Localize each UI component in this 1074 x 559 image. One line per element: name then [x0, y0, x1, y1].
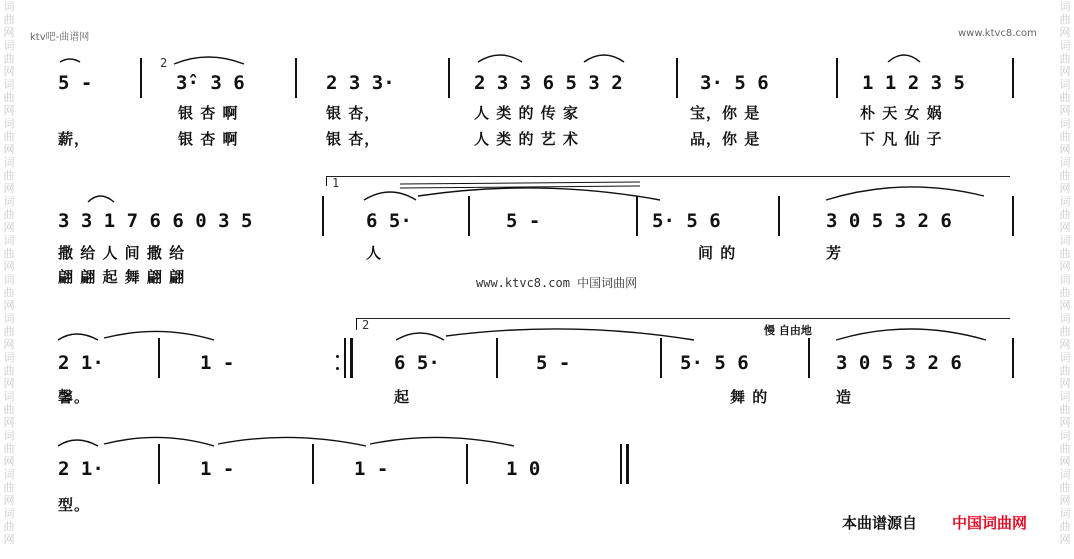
measure: 2 3 3 6 5 3 2: [474, 72, 623, 94]
lyric: 银 杏 啊: [178, 130, 239, 148]
side-watermark-char: 词: [3, 507, 15, 520]
lyric: 人 类 的 艺 术: [474, 130, 579, 148]
measure: 3 0 5 3 2 6: [826, 210, 952, 232]
side-watermark-char: 网: [3, 299, 15, 312]
lyric: 薪，: [58, 130, 91, 148]
side-watermark-char: 网: [1059, 533, 1071, 546]
side-watermark-char: 词: [1059, 234, 1071, 247]
lyric: 朴 天 女 娲: [860, 104, 943, 122]
side-watermark-char: 网: [1059, 221, 1071, 234]
site-label-right: www.ktvc8.com: [958, 28, 1037, 39]
side-watermark-char: 网: [3, 65, 15, 78]
side-watermark-char: 词: [1059, 390, 1071, 403]
side-watermark-char: 词: [1059, 468, 1071, 481]
lyric: 宝，你 是: [690, 104, 761, 122]
side-watermark-char: 词: [1059, 0, 1071, 13]
side-watermark-char: 网: [3, 377, 15, 390]
side-watermark-char: 词: [1059, 351, 1071, 364]
side-watermark-char: 曲: [1059, 325, 1071, 338]
measure: 5· 5 6: [680, 352, 749, 374]
side-watermark-char: 网: [1059, 455, 1071, 468]
side-watermark-char: 曲: [1059, 208, 1071, 221]
side-watermark-char: 网: [3, 338, 15, 351]
side-watermark-char: 曲: [1059, 247, 1071, 260]
measure: 6 5·: [394, 352, 440, 374]
side-watermark-char: 词: [3, 78, 15, 91]
lyric: 舞 的: [730, 388, 769, 406]
lyric: 撒 给 人 间 撒 给: [58, 244, 186, 262]
measure: 1 -: [354, 458, 389, 480]
side-watermark-char: 词: [3, 156, 15, 169]
side-watermark-char: 曲: [3, 286, 15, 299]
side-watermark-char: 网: [1059, 104, 1071, 117]
lyric: 银 杏 啊: [178, 104, 239, 122]
side-watermark-char: 网: [3, 221, 15, 234]
volta-number: 1: [332, 176, 340, 190]
side-watermark-char: 网: [3, 182, 15, 195]
measure: 1 1 2 3 5: [862, 72, 965, 94]
side-watermark-char: 曲: [3, 442, 15, 455]
side-watermark-char: 词: [1059, 195, 1071, 208]
measure: 3· 5 6: [700, 72, 769, 94]
side-watermark-char: 网: [3, 416, 15, 429]
side-watermark-char: 曲: [3, 247, 15, 260]
lyric: 造: [836, 388, 853, 406]
lyric: 下 凡 仙 子: [860, 130, 943, 148]
measure: 1 0: [506, 458, 541, 480]
side-watermark-char: 网: [3, 26, 15, 39]
measure: 3 0 5 3 2 6: [836, 352, 962, 374]
side-watermark-char: 词: [3, 234, 15, 247]
lyric: 型。: [58, 496, 91, 514]
measure: 3 3 1 7 6 6 0 3 5: [58, 210, 253, 232]
side-watermark-char: 词: [1059, 507, 1071, 520]
footer-source-label: 本曲谱源自: [842, 514, 918, 532]
side-watermark-char: 词: [3, 39, 15, 52]
side-watermark-char: 词: [1059, 78, 1071, 91]
measure: 1 -: [200, 458, 235, 480]
side-watermark-char: 词: [1059, 156, 1071, 169]
side-watermark-char: 词: [3, 351, 15, 364]
side-watermark-char: 词: [3, 0, 15, 13]
side-watermark-char: 网: [1059, 260, 1071, 273]
side-watermark-char: 曲: [1059, 481, 1071, 494]
side-watermark-char: 曲: [1059, 520, 1071, 533]
lyric: 馨。: [58, 388, 91, 406]
side-watermark-char: 词: [3, 273, 15, 286]
side-watermark-char: 词: [3, 195, 15, 208]
side-watermark-char: 网: [1059, 26, 1071, 39]
side-watermark-char: 曲: [3, 130, 15, 143]
side-watermark-char: 词: [1059, 429, 1071, 442]
lyric: 间 的: [698, 244, 737, 262]
side-watermark-char: 曲: [3, 481, 15, 494]
side-watermark-char: 网: [3, 494, 15, 507]
side-watermark-char: 词: [1059, 117, 1071, 130]
site-label-left: ktv吧-曲谱网: [30, 32, 90, 43]
side-watermark-char: 网: [3, 260, 15, 273]
side-watermark-char: 网: [1059, 143, 1071, 156]
side-watermark-char: 网: [1059, 494, 1071, 507]
time-signature: 2: [160, 56, 168, 70]
side-watermark-char: 曲: [3, 13, 15, 26]
side-watermark-char: 曲: [3, 91, 15, 104]
side-watermark-char: 网: [3, 143, 15, 156]
side-watermark-char: 曲: [3, 208, 15, 221]
side-watermark-char: 词: [1059, 39, 1071, 52]
measure: 5· 5 6: [652, 210, 721, 232]
side-watermark-char: 曲: [3, 325, 15, 338]
side-watermark-char: 曲: [1059, 403, 1071, 416]
lyric: 品，你 是: [690, 130, 761, 148]
measure: 2 3 3·: [326, 72, 395, 94]
measure: 5 -: [506, 210, 541, 232]
side-watermark-char: 曲: [1059, 442, 1071, 455]
lyric: 翩 翩 起 舞 翩 翩: [58, 268, 186, 286]
watermark-text: www.ktvc8.com 中国词曲网: [476, 276, 638, 290]
side-watermark-char: 网: [3, 533, 15, 546]
volta-number: 2: [362, 318, 370, 332]
measure: 1 -: [200, 352, 235, 374]
side-watermark-char: 网: [1059, 338, 1071, 351]
side-watermark-char: 曲: [1059, 169, 1071, 182]
lyric: 起: [394, 388, 411, 406]
side-watermark-char: 曲: [1059, 52, 1071, 65]
measure: 3̂· 3 6: [176, 72, 245, 94]
side-watermark-char: 曲: [1059, 364, 1071, 377]
measure: 2 1·: [58, 458, 104, 480]
side-watermark-char: 网: [1059, 182, 1071, 195]
lyric: 银 杏，: [326, 104, 381, 122]
side-watermark-char: 曲: [3, 403, 15, 416]
measure: 2 1·: [58, 352, 104, 374]
lyric: 人: [366, 244, 383, 262]
footer-brand: 中国词曲网: [952, 514, 1028, 532]
side-watermark-char: 词: [3, 468, 15, 481]
side-watermark-char: 词: [1059, 273, 1071, 286]
side-watermark-char: 词: [3, 117, 15, 130]
side-watermark-char: 网: [1059, 299, 1071, 312]
side-watermark-char: 网: [1059, 377, 1071, 390]
side-watermark-char: 网: [1059, 65, 1071, 78]
side-watermark-char: 词: [3, 390, 15, 403]
side-watermark-char: 曲: [3, 520, 15, 533]
side-watermark-char: 词: [3, 312, 15, 325]
side-watermark-char: 曲: [3, 52, 15, 65]
side-watermark-char: 曲: [3, 169, 15, 182]
side-watermark-char: 词: [1059, 312, 1071, 325]
tempo-marking: 慢 自由地: [764, 324, 812, 337]
side-watermark-char: 曲: [1059, 13, 1071, 26]
side-watermark-char: 曲: [3, 364, 15, 377]
side-watermark-char: 词: [3, 429, 15, 442]
lyric: 人 类 的 传 家: [474, 104, 579, 122]
side-watermark-char: 网: [3, 104, 15, 117]
measure: 5 -: [536, 352, 571, 374]
lyric: 芳: [826, 244, 843, 262]
side-watermark-char: 网: [3, 455, 15, 468]
lyric: 银 杏，: [326, 130, 381, 148]
side-watermark-char: 曲: [1059, 286, 1071, 299]
measure: 5 -: [58, 72, 93, 94]
side-watermark-char: 曲: [1059, 91, 1071, 104]
side-watermark-char: 曲: [1059, 130, 1071, 143]
measure: 6 5·: [366, 210, 412, 232]
side-watermark-char: 网: [1059, 416, 1071, 429]
